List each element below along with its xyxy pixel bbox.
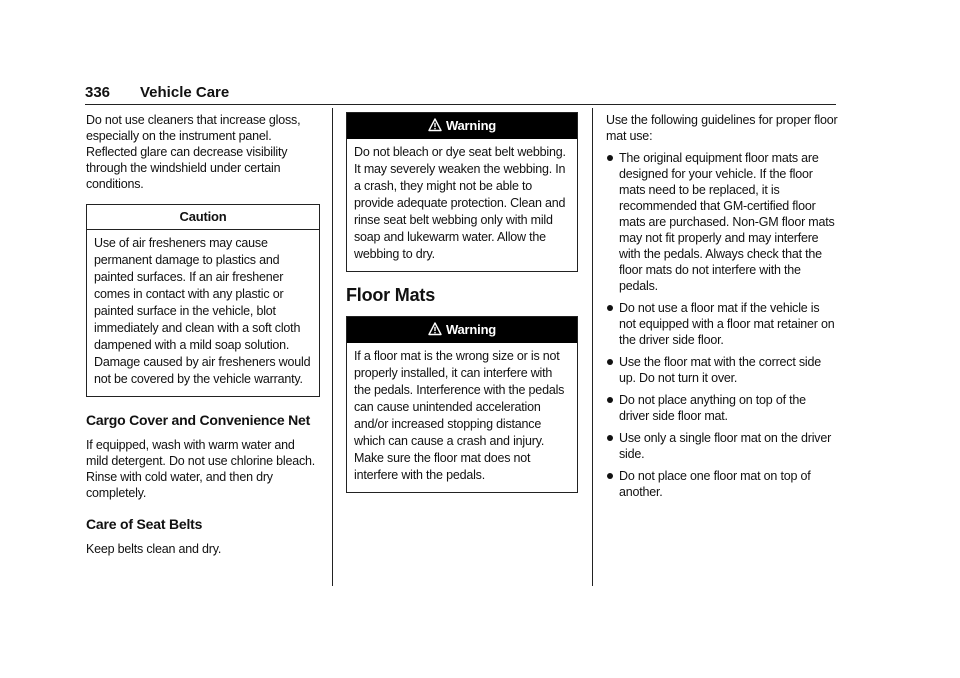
cargo-paragraph: If equipped, wash with warm water and mild detergent. Do not use chlorine bleach. Rinse with cold water, and then dry completely. — [86, 438, 316, 500]
warning-box-floor-mat — [346, 316, 578, 493]
bullet-icon — [607, 397, 613, 403]
seat-belts-heading: Care of Seat Belts — [86, 516, 203, 532]
list-item: The original equipment floor mats are designed for your vehicle. If the floor mats need to be replaced, it is recommended that GM-certified floor mats are purchased. Non-GM floor mats may not fit properly and may interfere with the pedals. Always check that the floor mats do not interfere with the pedals. — [606, 150, 838, 294]
warning-text: If a floor mat is the wrong size or is not properly installed, it can interfere with the pedals. Interference with the pedals can cause unintended acceleration and/or increased stopping distance which can cause a crash and injury. Make sure the floor mat does not interfere with the pedals. — [354, 349, 565, 482]
warning-box-seat-belt — [346, 112, 578, 272]
list-item: Do not place anything on top of the driver side floor mat. — [606, 392, 838, 424]
bullet-icon — [607, 435, 613, 441]
cargo-heading: Cargo Cover and Convenience Net — [86, 412, 311, 428]
page-header — [85, 82, 836, 105]
column-divider — [332, 108, 333, 586]
caution-text: Use of air fresheners may cause permanent damage to plastics and painted surfaces. If an air freshener comes in contact with any plastic or painted surface in the vehicle, blot immediately and clean with a soft cloth dampened with a mild soap solution. Damage caused by air fresheners would not be covered by the vehicle warranty. — [94, 236, 311, 386]
caution-box — [86, 204, 320, 397]
intro-paragraph: Do not use cleaners that increase gloss, especially on the instrument panel. Reflected glare can decrease visibility through the windshield under certain conditions. — [86, 113, 301, 191]
list-item: Do not place one floor mat on top of another. — [606, 468, 838, 500]
warning-title: Warning — [445, 322, 497, 337]
bullet-icon — [607, 305, 613, 311]
page-number: 336 — [85, 84, 111, 101]
list-item: Use only a single floor mat on the driver side. — [606, 430, 838, 462]
warning-icon — [428, 322, 442, 336]
bullet-icon — [607, 359, 613, 365]
bullet-icon — [607, 473, 613, 479]
seat-belts-paragraph: Keep belts clean and dry. — [86, 542, 222, 556]
caution-title: Caution — [87, 205, 319, 230]
warning-icon — [428, 118, 442, 132]
column-left — [86, 112, 320, 569]
column-right — [606, 112, 838, 506]
column-middle — [346, 112, 578, 505]
section-title: Vehicle Care — [140, 84, 230, 101]
warning-text: Do not bleach or dye seat belt webbing. It may severely weaken the webbing. In a crash, they might not be able to provide adequate protection. Clean and rinse seat belt webbing only with mild soap and lukewarm water. Allow the webbing to dry. — [354, 145, 566, 261]
bullet-icon — [607, 155, 613, 161]
warning-header — [347, 113, 577, 139]
list-item: Use the floor mat with the correct side up. Do not turn it over. — [606, 354, 838, 386]
warning-header — [347, 317, 577, 343]
column-divider — [592, 108, 593, 586]
guidelines-list — [606, 150, 838, 500]
floor-mats-heading: Floor Mats — [346, 285, 436, 305]
guidelines-intro: Use the following guidelines for proper floor mat use: — [606, 113, 838, 143]
list-item: Do not use a floor mat if the vehicle is not equipped with a floor mat retainer on the driver side floor. — [606, 300, 838, 348]
warning-title: Warning — [445, 118, 497, 133]
